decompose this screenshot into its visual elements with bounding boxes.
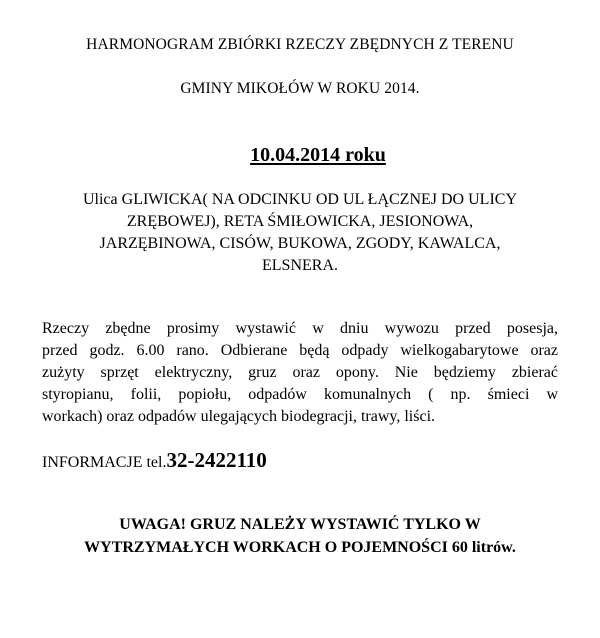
notice-line: zużyty sprzęt elektryczny, gruz oraz opony. Nie będziemy zbierać: [42, 364, 558, 381]
contact-label: INFORMACJE tel.: [42, 454, 167, 471]
warning-notice: [0, 513, 600, 559]
document-title-line-2: GMINY MIKOŁÓW W ROKU 2014.: [180, 80, 420, 97]
notice-line: przed godz. 6.00 rano. Odbierane będą odpady wielkogabarytowe oraz: [42, 342, 558, 359]
warning-line: WYTRZYMAŁYCH WORKACH O POJEMNOŚCI 60 litrów.: [84, 539, 516, 556]
street-list-line: Ulica GLIWICKA( NA ODCINKU OD UL ŁĄCZNEJ DO ULICY: [82, 191, 517, 208]
notice-line: styropianu, folii, popiołu, odpadów komunalnych ( np. śmieci w: [42, 386, 558, 403]
street-list-line: ZRĘBOWEJ), RETA ŚMIŁOWICKA, JESIONOWA,: [126, 213, 474, 230]
collection-date-text: 10.04.2014 roku: [250, 144, 386, 166]
collection-date: [0, 144, 600, 167]
street-list-line: ELSNERA.: [262, 257, 338, 274]
warning-line: UWAGA! GRUZ NALEŻY WYSTAWIĆ TYLKO W: [119, 516, 481, 533]
contact-phone: 32-2422110: [166, 448, 267, 472]
document-title-line-1: HARMONOGRAM ZBIÓRKI RZECZY ZBĘDNYCH Z TERENU: [86, 36, 514, 53]
street-list: [30, 189, 570, 277]
notice-line: workach) oraz odpadów ulegających biodegracji, trawy, liści.: [42, 408, 436, 425]
notice-line: Rzeczy zbędne prosimy wystawić w dniu wywozu przed posesja,: [42, 320, 558, 337]
contact-info: [42, 447, 267, 476]
street-list-line: JARZĘBINOWA, CISÓW, BUKOWA, ZGODY, KAWALCA,: [99, 235, 501, 252]
collection-notice: [42, 318, 558, 428]
